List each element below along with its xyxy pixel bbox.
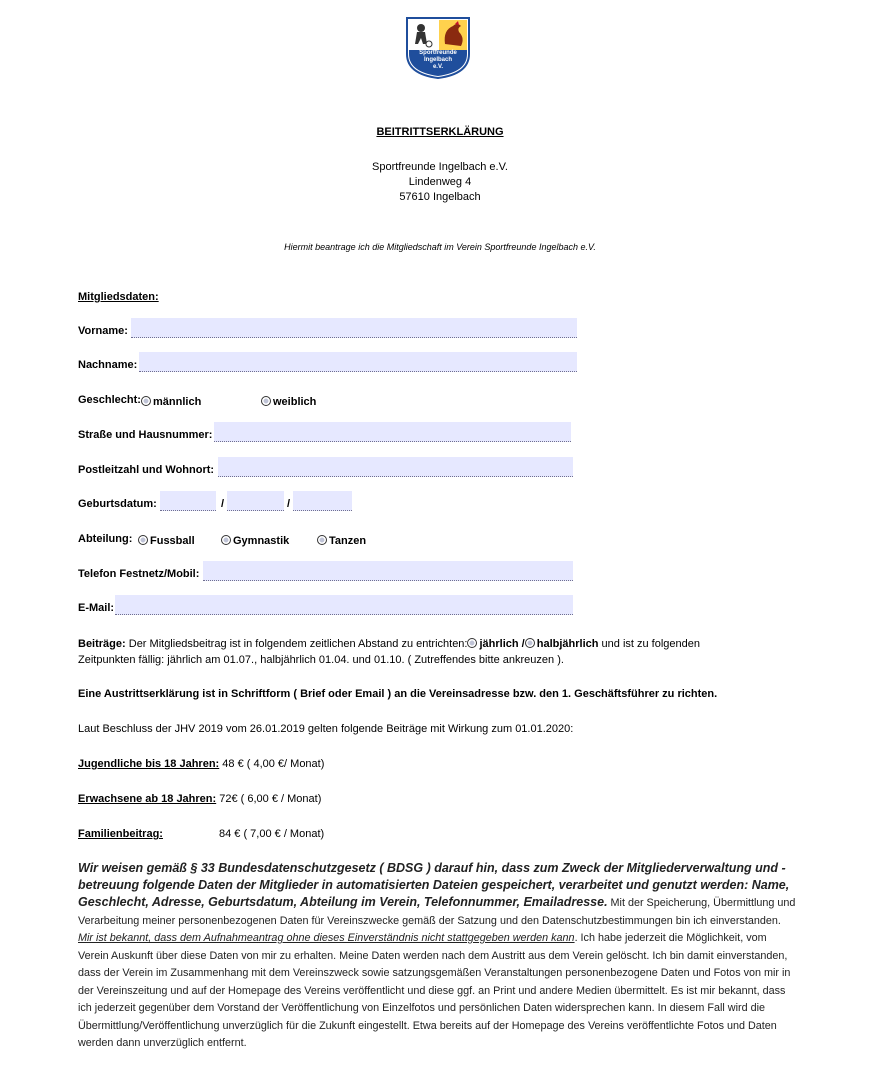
- radio-jaehrlich-label: jährlich /: [479, 638, 525, 650]
- privacy-text-b: . Ich habe jederzeit die Möglichkeit, vom Verein Auskunft über diese Daten von mir zu erhalten. Meine Daten werden nach dem Austritt aus dem Verein gelöscht. Ich bin damit einverstanden, dass der Verein im Zusammenhang mit dem Vereinszweck sowie satzungsgemäßen Veranstaltungen personenbezogene Daten und Fotos von mir in der Vereinszeitung und auf der Homepage des Vereins veröffentlicht und diese ggf. an Print und andere Medien übermittelt. Es ist mir bekannt, dass ich jederzeit gegenüber dem Vorstand der Veröffentlichung von Einzelfotos und persönlichen Daten widersprechen kann. In diesem Fall wird die Übermittlung/Veröffentlichung unverzüglich für die Zukunft eingestellt. Etwa bereits auf der Homepage des Vereins veröffentlichte Fotos und Daten werden dann unverzüglich entfernt.: [78, 932, 791, 1049]
- vorname-label: Vorname:: [78, 325, 128, 337]
- radio-tanzen-button[interactable]: [317, 535, 327, 545]
- radio-gymnastik-label: Gymnastik: [233, 535, 290, 547]
- abteilung-label: Abteilung:: [78, 533, 133, 545]
- radio-fussball[interactable]: [138, 533, 195, 547]
- fee-jugend-value: 48 € ( 4,00 €/ Monat): [219, 758, 325, 770]
- intro-text: Hiermit beantrage ich die Mitgliedschaft im Verein Sportfreunde Ingelbach e.V.: [284, 242, 596, 252]
- strasse-field[interactable]: [214, 422, 571, 442]
- radio-halbjaehrlich-button[interactable]: [525, 638, 535, 648]
- geschlecht-label: Geschlecht:: [78, 394, 141, 406]
- privacy-bold-lead: Wir weisen gemäß § 33 Bundesdatenschutzgesetz ( BDSG ) darauf hin, dass zum Zweck der Mitgliederverwaltung und -betreuung folgende Daten der Mitglieder in automatisierten Dateien gespeichert, verarbeitet und genutzt werden: Name, Geschlecht, Adresse, Geburtsdatum, Abteilung im Verein, Telefonnummer, Emailadresse.: [78, 861, 790, 909]
- radio-gymnastik-button[interactable]: [221, 535, 231, 545]
- radio-maennlich[interactable]: [141, 394, 201, 408]
- address-line-3: 57610 Ingelbach: [399, 191, 481, 203]
- privacy-italic-note: Mir ist bekannt, dass dem Aufnahmeantrag ohne dieses Einverständnis nicht stattgegeben werden kann: [78, 932, 575, 944]
- fee-erwachsene-label: Erwachsene ab 18 Jahren:: [78, 793, 217, 805]
- privacy-text-a: Mit der Speicherung, Übermittlung und Verarbeitung meiner personenbezogenen Daten für Vereinszwecke gemäß der Satzung und den Datenschutzbestimmungen bin ich einverstanden.: [78, 897, 796, 927]
- address-line-2: Lindenweg 4: [408, 176, 472, 188]
- nachname-field[interactable]: [139, 352, 577, 372]
- geburtsdatum-monat-field[interactable]: [227, 491, 284, 511]
- logo-text-3: e.V.: [432, 64, 444, 70]
- beitraege-line-1: [78, 636, 700, 652]
- radio-tanzen[interactable]: [317, 533, 366, 547]
- radio-weiblich[interactable]: [261, 394, 316, 408]
- nachname-label: Nachname:: [78, 359, 138, 371]
- telefon-field[interactable]: [203, 561, 573, 581]
- fee-jugend-label: Jugendliche bis 18 Jahren:: [78, 758, 220, 770]
- fee-familie: [78, 826, 163, 842]
- radio-tanzen-label: Tanzen: [329, 535, 367, 547]
- fee-jugend: [78, 756, 324, 772]
- club-address: [0, 160, 880, 205]
- logo-text-1: Sportfreunde: [419, 50, 457, 56]
- section-title: Mitgliedsdaten:: [78, 291, 159, 303]
- geburtsdatum-jahr-field[interactable]: [293, 491, 352, 511]
- address-line-1: Sportfreunde Ingelbach e.V.: [372, 161, 508, 173]
- radio-jaehrlich-button[interactable]: [467, 638, 477, 648]
- email-label: E-Mail:: [78, 602, 115, 614]
- date-separator-1: /: [221, 498, 225, 510]
- beitraege-line-2: Zeitpunkten fällig: jährlich am 01.07., halbjährlich 01.04. und 01.10. ( Zutreffendes bitte ankreuzen ).: [78, 654, 564, 666]
- radio-gymnastik[interactable]: [221, 533, 289, 547]
- beitraege-label: Beiträge:: [78, 638, 126, 650]
- radio-fussball-label: Fussball: [150, 535, 195, 547]
- beitraege-text-2: und ist zu folgenden: [598, 638, 701, 650]
- email-field[interactable]: [115, 595, 573, 615]
- privacy-notice: [78, 860, 798, 1052]
- fee-familie-value: 84 € ( 7,00 € / Monat): [219, 828, 325, 840]
- logo-text-2: Ingelbach: [423, 57, 452, 63]
- plz-label: Postleitzahl und Wohnort:: [78, 464, 215, 476]
- austritt-text: Eine Austrittserklärung ist in Schriftform ( Brief oder Email ) an die Vereinsadresse bzw. den 1. Geschäftsführer zu richten.: [78, 688, 718, 700]
- radio-maennlich-label: männlich: [153, 396, 202, 408]
- radio-weiblich-label: weiblich: [273, 396, 317, 408]
- beitraege-paragraph: [78, 636, 700, 668]
- geburtsdatum-label: Geburtsdatum:: [78, 498, 157, 510]
- beitraege-text-1: Der Mitgliedsbeitrag ist in folgendem zeitlichen Abstand zu entrichten:: [125, 638, 468, 650]
- radio-weiblich-button[interactable]: [261, 396, 271, 406]
- fee-erwachsene: [78, 791, 321, 807]
- date-separator-2: /: [287, 498, 291, 510]
- club-logo: [405, 14, 471, 80]
- fee-erwachsene-value: 72€ ( 6,00 € / Monat): [216, 793, 322, 805]
- geburtsdatum-tag-field[interactable]: [160, 491, 216, 511]
- radio-fussball-button[interactable]: [138, 535, 148, 545]
- plz-field[interactable]: [218, 457, 573, 477]
- strasse-label: Straße und Hausnummer:: [78, 429, 213, 441]
- telefon-label: Telefon Festnetz/Mobil:: [78, 568, 200, 580]
- fee-familie-label: Familienbeitrag:: [78, 828, 163, 840]
- radio-halbjaehrlich-label: halbjährlich: [536, 638, 599, 650]
- radio-maennlich-button[interactable]: [141, 396, 151, 406]
- beschluss-text: Laut Beschluss der JHV 2019 vom 26.01.2019 gelten folgende Beiträge mit Wirkung zum 01.01.2020:: [78, 723, 574, 735]
- page-title: BEITRITTSERKLÄRUNG: [376, 126, 504, 138]
- vorname-field[interactable]: [131, 318, 577, 338]
